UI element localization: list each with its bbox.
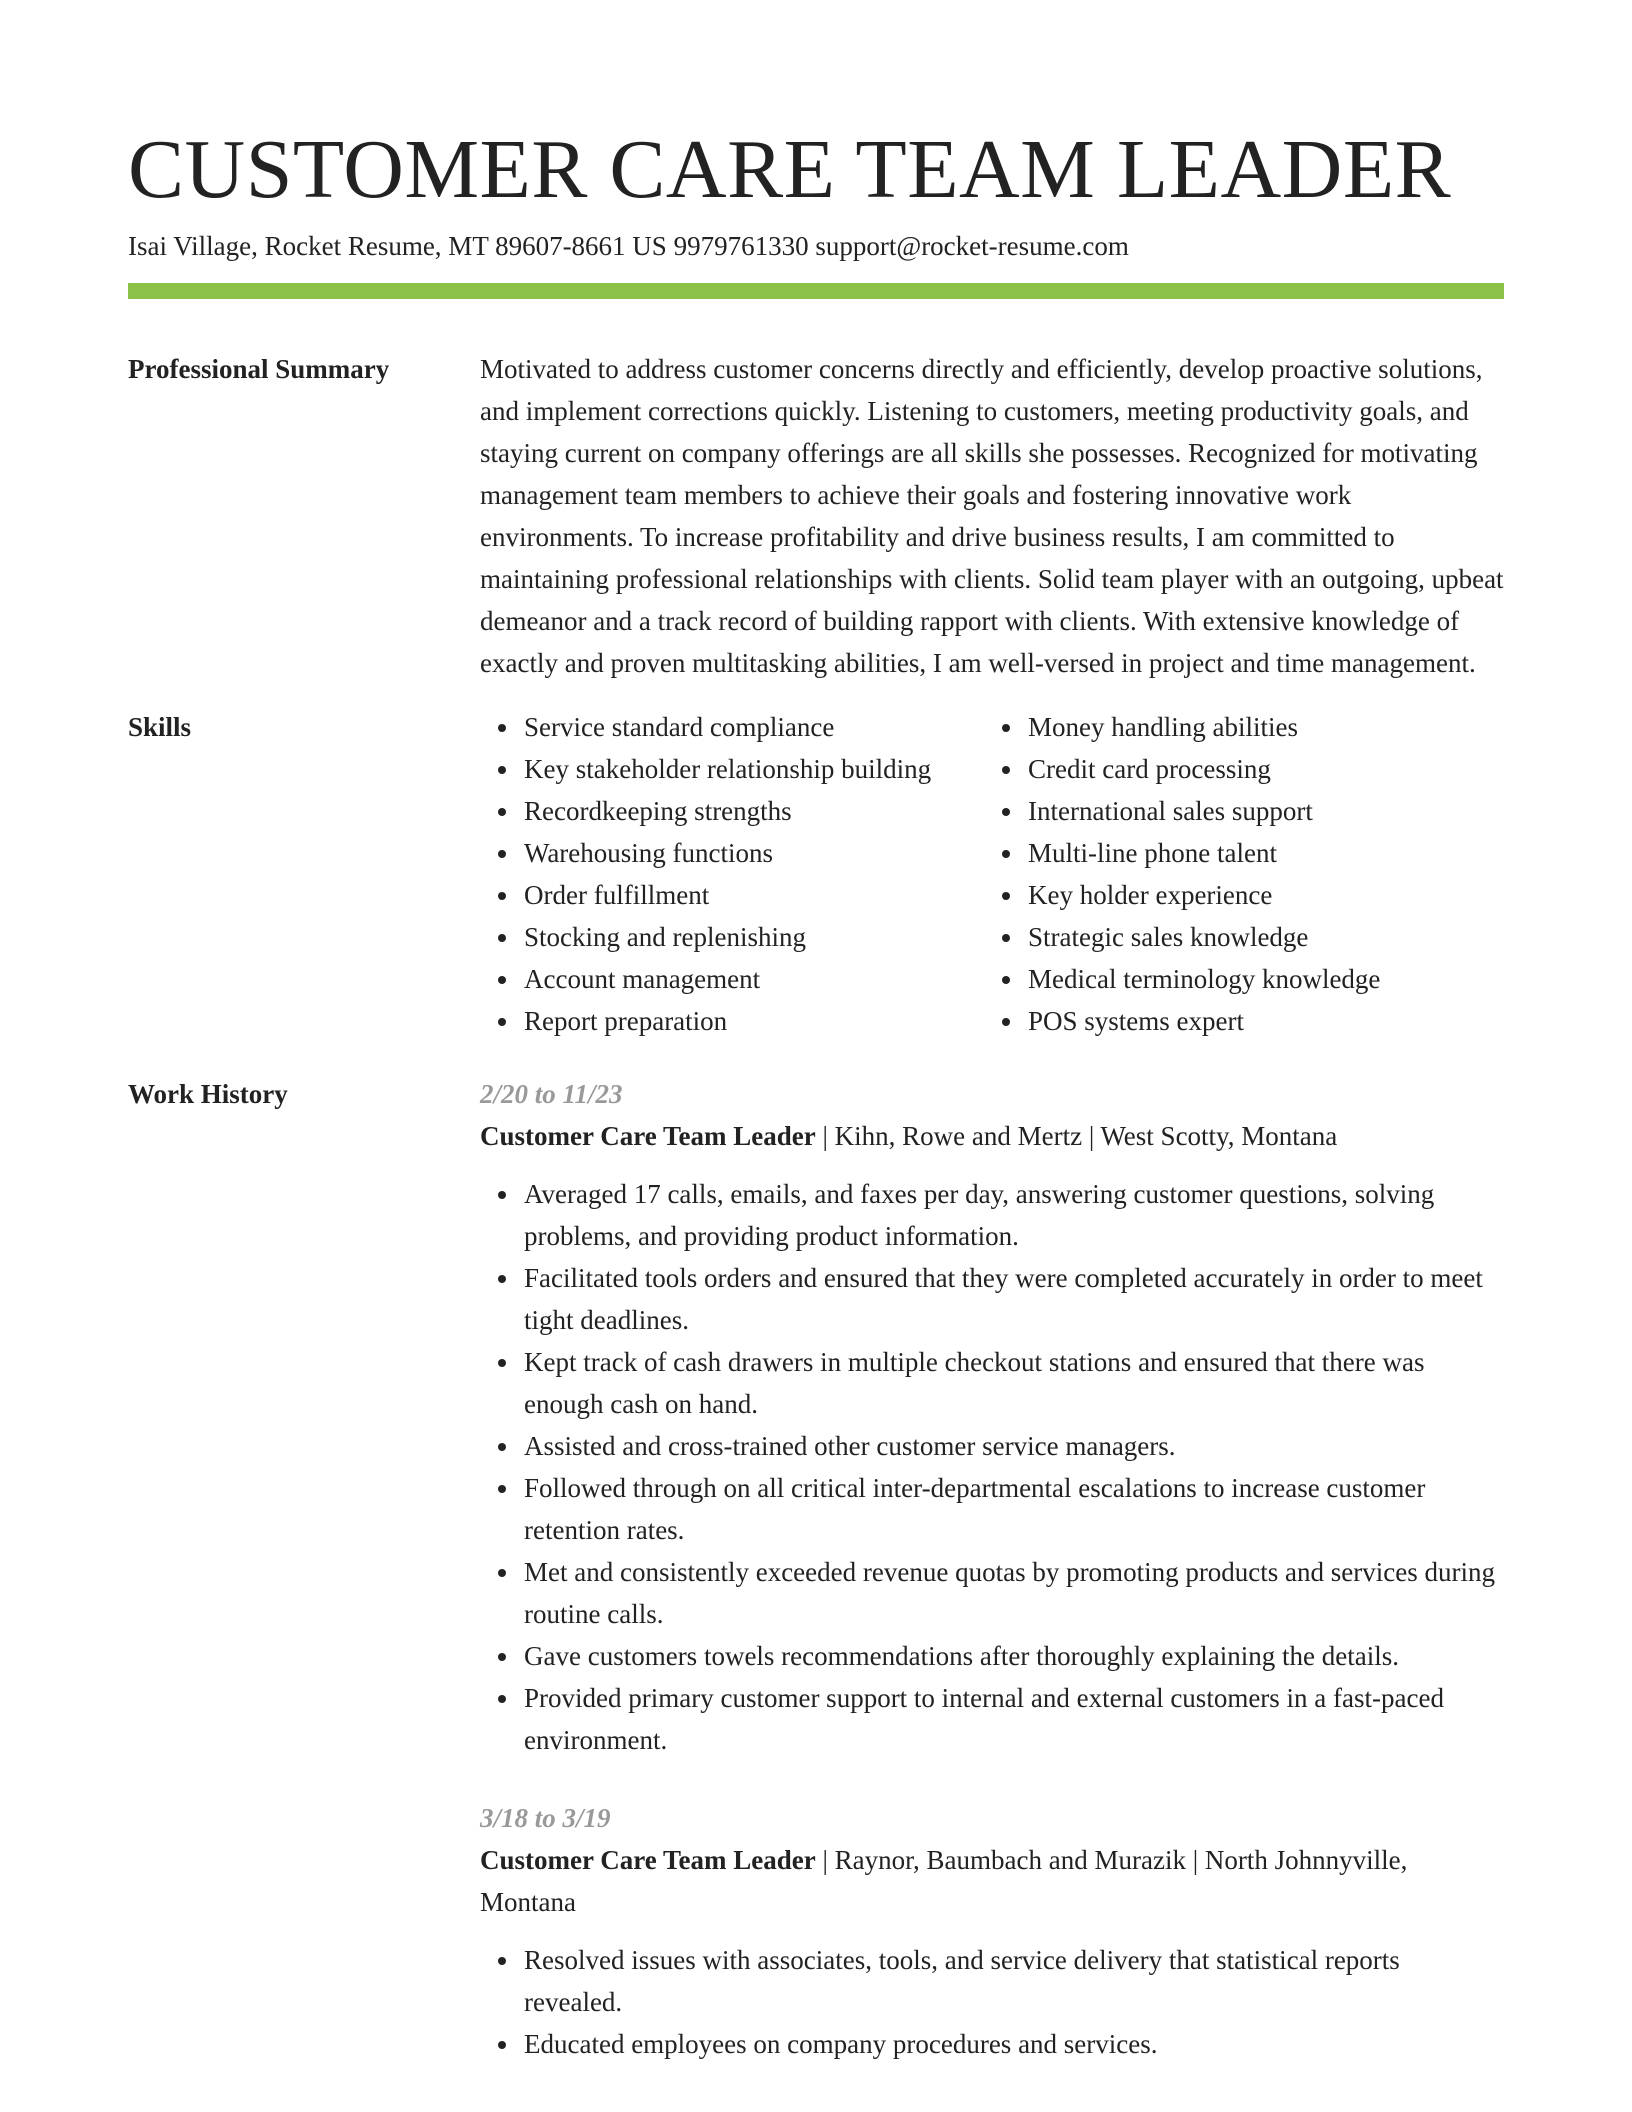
- summary-section: [128, 348, 1504, 684]
- work-history-heading: Work History: [128, 1079, 288, 1109]
- job-dates: 2/20 to 11/23: [480, 1079, 623, 1109]
- job-details: | Kihn, Rowe and Mertz | West Scotty, Montana: [815, 1121, 1338, 1151]
- skill-item: Key holder experience: [1028, 874, 1488, 916]
- skill-item: Warehousing functions: [524, 832, 984, 874]
- job-bullet: Resolved issues with associates, tools, and service delivery that statistical reports revealed.: [524, 1939, 1504, 2023]
- job-bullet: Gave customers towels recommendations after thoroughly explaining the details.: [524, 1635, 1504, 1677]
- skill-item: Key stakeholder relationship building: [524, 748, 984, 790]
- contact-phone: 9979761330: [673, 231, 809, 261]
- skill-item: Medical terminology knowledge: [1028, 958, 1488, 1000]
- skill-item: Account management: [524, 958, 984, 1000]
- job-header: [480, 1839, 1504, 1923]
- job-entry: [480, 1797, 1504, 2065]
- skill-item: Recordkeeping strengths: [524, 790, 984, 832]
- skills-section: [128, 706, 1504, 1042]
- skill-item: Report preparation: [524, 1000, 984, 1042]
- skill-item: POS systems expert: [1028, 1000, 1488, 1042]
- contact-address: Isai Village, Rocket Resume, MT 89607-8661 US: [128, 231, 667, 261]
- summary-heading: Professional Summary: [128, 354, 390, 384]
- job-bullet: Followed through on all critical inter-departmental escalations to increase customer retention rates.: [524, 1467, 1504, 1551]
- skill-item: Order fulfillment: [524, 874, 984, 916]
- job-role: Customer Care Team Leader: [480, 1121, 816, 1151]
- header-divider: [128, 283, 1504, 299]
- job-entry: [480, 1073, 1504, 1761]
- skill-item: Service standard compliance: [524, 706, 984, 748]
- job-bullet: Provided primary customer support to internal and external customers in a fast-paced environment.: [524, 1677, 1504, 1761]
- work-history-section: [128, 1073, 1504, 2065]
- skill-item: Money handling abilities: [1028, 706, 1488, 748]
- skill-item: International sales support: [1028, 790, 1488, 832]
- job-bullet: Educated employees on company procedures and services.: [524, 2023, 1504, 2065]
- job-details: | Raynor, Baumbach and Murazik | North Johnnyville, Montana: [480, 1845, 1408, 1917]
- summary-text: Motivated to address customer concerns directly and efficiently, develop proactive solutions, and implement corrections quickly. Listening to customers, meeting productivity goals, and staying current on company offerings are all skills she possesses. Recognized for motivating management team members to achieve their goals and fostering innovative work environments. To increase profitability and drive business results, I am committed to maintaining professional relationships with clients. Solid team player with an outgoing, upbeat demeanor and a track record of building rapport with clients. With extensive knowledge of exactly and proven multitasking abilities, I am well-versed in project and time management.: [480, 354, 1504, 678]
- job-bullets: [480, 1173, 1504, 1761]
- job-header: [480, 1115, 1504, 1157]
- skill-item: Strategic sales knowledge: [1028, 916, 1488, 958]
- skills-heading: Skills: [128, 712, 192, 742]
- job-bullet: Met and consistently exceeded revenue quotas by promoting products and services during routine calls.: [524, 1551, 1504, 1635]
- resume-title: CUSTOMER CARE TEAM LEADER: [128, 123, 1452, 216]
- job-role: Customer Care Team Leader: [480, 1845, 816, 1875]
- job-dates: 3/18 to 3/19: [480, 1803, 611, 1833]
- skill-item: Stocking and replenishing: [524, 916, 984, 958]
- job-bullets: [480, 1939, 1504, 2065]
- skill-item: Credit card processing: [1028, 748, 1488, 790]
- skill-item: Multi-line phone talent: [1028, 832, 1488, 874]
- job-bullet: Facilitated tools orders and ensured that they were completed accurately in order to meet tight deadlines.: [524, 1257, 1504, 1341]
- skills-list-right: [984, 706, 1488, 1042]
- skills-list-left: [480, 706, 984, 1042]
- job-bullet: Kept track of cash drawers in multiple checkout stations and ensured that there was enough cash on hand.: [524, 1341, 1504, 1425]
- contact-line: [128, 228, 1504, 264]
- job-bullet: Assisted and cross-trained other customer service managers.: [524, 1425, 1504, 1467]
- resume-page: [128, 0, 1504, 2065]
- job-bullet: Averaged 17 calls, emails, and faxes per day, answering customer questions, solving problems, and providing product information.: [524, 1173, 1504, 1257]
- contact-email: support@rocket-resume.com: [815, 231, 1129, 261]
